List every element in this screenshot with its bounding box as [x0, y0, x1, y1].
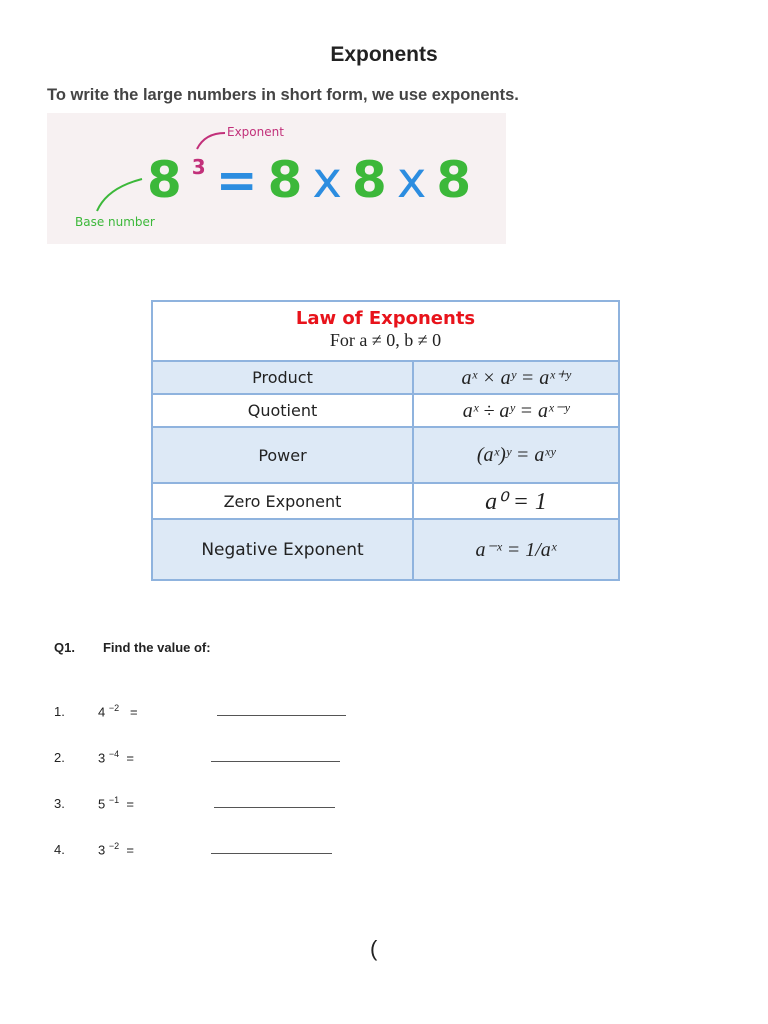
answer-blank[interactable]	[211, 853, 332, 854]
table-row: Quotient aˣ ÷ aʸ = aˣ⁻ʸ	[153, 393, 618, 426]
table-row: Negative Exponent a⁻ˣ = 1/aˣ	[153, 518, 618, 579]
question-item: 4. 3 $^{-2}$ =	[54, 841, 134, 857]
product-rule: aˣ × aʸ = aˣ⁺ʸ	[461, 367, 571, 389]
exponent-equation: 8 3 = 8 x 8 x 8	[147, 151, 472, 209]
page-mark: (	[370, 936, 378, 961]
zero-exponent-rule: a⁰ = 1	[485, 488, 547, 515]
base-number-label: Base number	[75, 215, 155, 229]
answer-blank[interactable]	[217, 715, 346, 716]
base-digit: 8	[147, 151, 182, 209]
intro-text: To write the large numbers in short form, we use exponents.	[47, 86, 519, 104]
negative-exponent-rule: a⁻ˣ = 1/aˣ	[475, 539, 557, 561]
table-row: Power (aˣ)ʸ = aˣʸ	[153, 426, 618, 482]
table-header: Law of Exponents For a ≠ 0, b ≠ 0	[295, 308, 476, 350]
answer-blank[interactable]	[211, 761, 340, 762]
law-of-exponents-table	[151, 300, 620, 581]
exponent-digit: 3	[191, 155, 206, 179]
question-item: 1. 4 $^{-2}$ =	[54, 703, 138, 719]
answer-blank[interactable]	[214, 807, 335, 808]
exponent-figure	[47, 113, 506, 244]
question-item: 3. 5 $^{-1}$ =	[54, 795, 134, 811]
table-row: Product aˣ × aʸ = aˣ⁺ʸ	[153, 360, 618, 393]
power-rule: (aˣ)ʸ = aˣʸ	[476, 443, 556, 466]
page-title: Exponents	[330, 43, 438, 66]
quotient-rule: aˣ ÷ aʸ = aˣ⁻ʸ	[462, 400, 570, 422]
equals-sign: =	[215, 151, 258, 209]
table-row: Zero Exponent a⁰ = 1	[153, 482, 618, 518]
exponent-label: Exponent	[227, 125, 284, 139]
question-heading: Q1. Find the value of:	[54, 640, 211, 655]
question-item: 2. 3 $^{-4}$ =	[54, 749, 134, 765]
